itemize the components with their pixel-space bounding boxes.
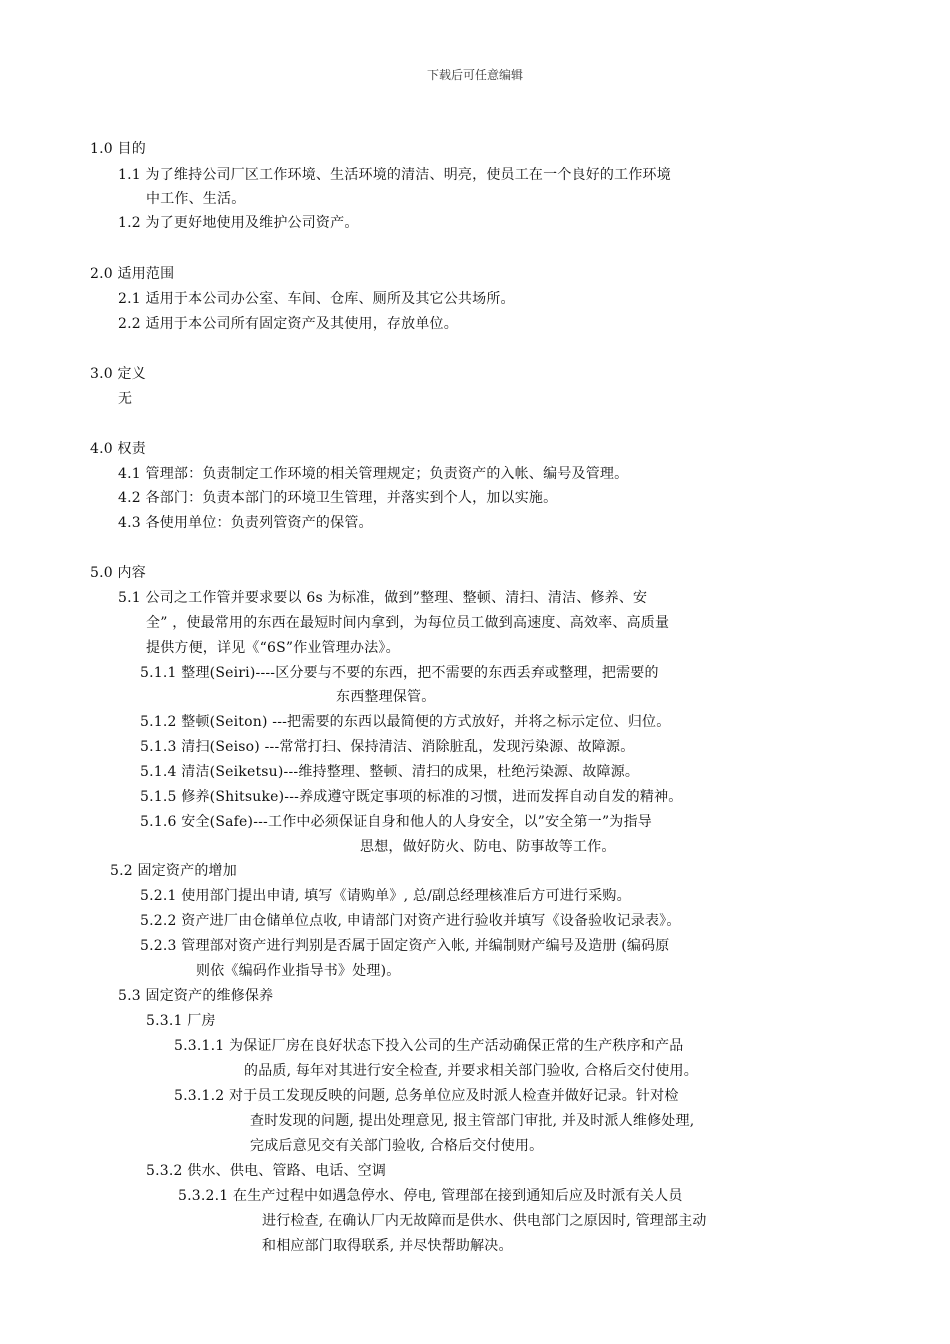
section-heading: 1.0 目的 xyxy=(90,141,146,157)
paragraph-line: 5.1.5 修养(Shitsuke)---养成遵守既定事项的标准的习惯，进而发挥自动自发的精神。 xyxy=(140,789,683,805)
paragraph-line: 的品质, 每年对其进行安全检查, 并要求相关部门验收, 合格后交付使用。 xyxy=(244,1063,698,1079)
paragraph-line: 进行检查, 在确认厂内无故障而是供水、供电部门之原因时, 管理部主动 xyxy=(262,1213,707,1229)
section-heading: 5.0 内容 xyxy=(90,565,146,581)
paragraph-line: 2.1 适用于本公司办公室、车间、仓库、厕所及其它公共场所。 xyxy=(118,291,515,307)
page-header: 下载后可任意编辑 xyxy=(426,68,523,82)
paragraph-line: 4.1 管理部：负责制定工作环境的相关管理规定；负责资产的入帐、编号及管理。 xyxy=(118,466,629,482)
paragraph-line: 5.3.1 厂房 xyxy=(146,1013,216,1029)
paragraph-line: 5.1.6 安全(Safe)---工作中必须保证自身和他人的人身安全，以”安全第一”为指导 xyxy=(140,814,652,830)
section-heading: 4.0 权责 xyxy=(90,441,146,457)
paragraph-line: 东西整理保管。 xyxy=(336,689,436,705)
paragraph-line: 则依《编码作业指导书》处理)。 xyxy=(196,963,401,979)
paragraph-line: 5.3.1.2 对于员工发现反映的问题, 总务单位应及时派人检查并做好记录。针对检 xyxy=(174,1088,679,1104)
paragraph-line: 全” ，使最常用的东西在最短时间内拿到，为每位员工做到高速度、高效率、高质量 xyxy=(146,615,670,631)
paragraph-line: 5.3.1.1 为保证厂房在良好状态下投入公司的生产活动确保正常的生产秩序和产品 xyxy=(174,1038,684,1054)
paragraph-line: 5.1.4 清洁(Seiketsu)---维持整理、整顿、清扫的成果，杜绝污染源、故障源。 xyxy=(140,764,640,780)
paragraph-line: 5.3.2 供水、供电、管路、电话、空调 xyxy=(146,1163,387,1179)
paragraph-line: 2.2 适用于本公司所有固定资产及其使用，存放单位。 xyxy=(118,316,458,332)
paragraph-line: 5.2.1 使用部门提出申请, 填写《请购单》, 总/副总经理核准后方可进行采购。 xyxy=(140,888,631,904)
paragraph-line: 5.2.3 管理部对资产进行判别是否属于固定资产入帐, 并编制财产编号及造册 (编码原 xyxy=(140,938,670,954)
section-heading: 3.0 定义 xyxy=(90,366,146,382)
paragraph-line: 4.3 各使用单位：负责列管资产的保管。 xyxy=(118,515,373,531)
paragraph-line: 和相应部门取得联系, 并尽快帮助解决。 xyxy=(262,1238,513,1254)
paragraph-line: 1.1 为了维持公司厂区工作环境、生活环境的清洁、明亮，使员工在一个良好的工作环境 xyxy=(118,167,671,183)
paragraph-line: 4.2 各部门：负责本部门的环境卫生管理，并落实到个人，加以实施。 xyxy=(118,490,558,506)
paragraph-line: 完成后意见交有关部门验收, 合格后交付使用。 xyxy=(250,1138,544,1154)
paragraph-line: 5.1 公司之工作管并要求要以 6s 为标准，做到”整理、整顿、清扫、清洁、修养、安 xyxy=(118,590,648,606)
paragraph-line: 5.1.1 整理(Seiri)----区分要与不要的东西，把不需要的东西丢弃或整理，把需要的 xyxy=(140,665,659,681)
paragraph-line: 无 xyxy=(118,391,133,407)
subsection-heading: 5.3 固定资产的维修保养 xyxy=(118,988,274,1004)
paragraph-line: 1.2 为了更好地使用及维护公司资产。 xyxy=(118,215,359,231)
paragraph-line: 提供方便，详见《“6S”作业管理办法》。 xyxy=(146,640,400,656)
paragraph-line: 查时发现的问题, 提出处理意见, 报主管部门审批, 并及时派人维修处理, xyxy=(250,1113,695,1129)
paragraph-line: 思想，做好防火、防电、防事故等工作。 xyxy=(360,839,616,855)
paragraph-line: 中工作、生活。 xyxy=(146,191,246,207)
paragraph-line: 5.2.2 资产进厂由仓储单位点收, 申请部门对资产进行验收并填写《设备验收记录表》。 xyxy=(140,913,681,929)
paragraph-line: 5.1.3 清扫(Seiso) ---常常打扫、保持清洁、消除脏乱，发现污染源、故障源。 xyxy=(140,739,635,755)
paragraph-line: 5.1.2 整顿(Seiton) ---把需要的东西以最简便的方式放好，并将之标示定位、归位。 xyxy=(140,714,671,730)
paragraph-line: 5.3.2.1 在生产过程中如遇急停水、停电, 管理部在接到通知后应及时派有关人员 xyxy=(178,1188,683,1204)
subsection-heading: 5.2 固定资产的增加 xyxy=(110,863,237,879)
section-heading: 2.0 适用范围 xyxy=(90,266,175,282)
